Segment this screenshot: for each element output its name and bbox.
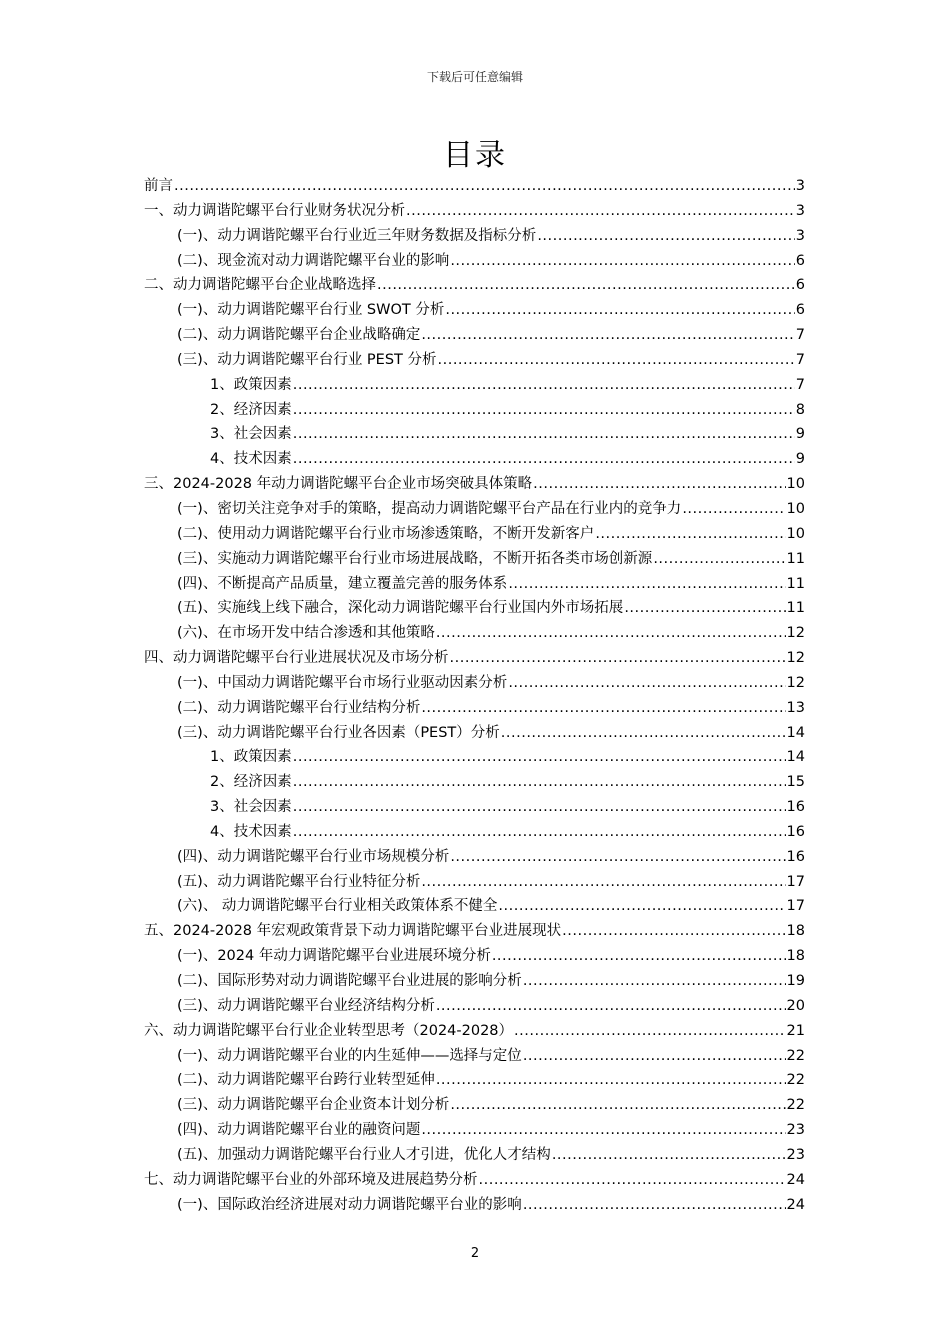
toc-entry-text: (一)、动力调谐陀螺平台业的内生延伸——选择与定位 [177, 1047, 522, 1064]
toc-leader-dots [492, 944, 786, 969]
toc-entry-text: 4、技术因素 [210, 451, 292, 468]
toc-entry-page: 6 [795, 252, 805, 269]
toc-entry-page: 16 [786, 848, 805, 865]
toc-entry-text: 3、社会因素 [210, 426, 292, 443]
toc-entry-text: 前言 [144, 178, 173, 194]
toc-entry[interactable] [144, 199, 805, 224]
toc-entry[interactable] [144, 348, 805, 373]
toc-leader-dots [406, 199, 795, 224]
toc-entry-text: (四)、动力调谐陀螺平台业的融资问题 [177, 1122, 421, 1139]
toc-entry-text: (三)、动力调谐陀螺平台业经济结构分析 [177, 997, 435, 1014]
toc-entry-page: 18 [786, 923, 805, 940]
toc-entry-page: 16 [786, 823, 805, 840]
toc-leader-dots [552, 1143, 786, 1168]
toc-entry[interactable] [144, 596, 805, 621]
toc-entry-text: (二)、动力调谐陀螺平台企业战略确定 [177, 327, 421, 344]
toc-entry-text: 七、动力调谐陀螺平台业的外部环境及进展趋势分析 [144, 1171, 478, 1188]
toc-leader-dots [421, 323, 794, 348]
toc-entry[interactable] [144, 795, 805, 820]
toc-entry-text: 二、动力调谐陀螺平台企业战略选择 [144, 277, 376, 294]
toc-leader-dots [293, 373, 795, 398]
toc-leader-dots [562, 919, 785, 944]
toc-entry[interactable] [144, 671, 805, 696]
toc-leader-dots [436, 994, 786, 1019]
toc-leader-dots [174, 174, 795, 199]
toc-leader-dots [523, 1044, 786, 1069]
toc-entry-page: 14 [786, 749, 805, 766]
toc-entry-page: 3 [795, 178, 805, 194]
toc-entry-page: 15 [786, 774, 805, 791]
toc-entry[interactable] [144, 1168, 805, 1193]
toc-entry[interactable] [144, 696, 805, 721]
table-of-contents [144, 174, 805, 1217]
toc-title: 目录 [443, 138, 507, 173]
toc-entry-text: (五)、动力调谐陀螺平台行业特征分析 [177, 873, 421, 890]
toc-entry-page: 22 [786, 1047, 805, 1064]
toc-entry-text: (二)、使用动力调谐陀螺平台行业市场渗透策略，不断开发新客户 [177, 525, 595, 542]
toc-entry-page: 10 [786, 525, 805, 542]
toc-entry-page: 11 [786, 550, 805, 567]
toc-entry[interactable] [144, 870, 805, 895]
toc-entry-page: 24 [786, 1196, 805, 1213]
toc-leader-dots [595, 522, 785, 547]
toc-entry-page: 8 [795, 401, 805, 418]
toc-entry[interactable] [144, 845, 805, 870]
toc-entry[interactable] [144, 1068, 805, 1093]
toc-leader-dots [537, 224, 794, 249]
toc-entry[interactable] [144, 944, 805, 969]
toc-entry-text: (五)、实施线上线下融合，深化动力调谐陀螺平台行业国内外市场拓展 [177, 600, 624, 617]
toc-entry-text: (三)、实施动力调谐陀螺平台行业市场进展战略，不断开拓各类市场创新源 [177, 550, 653, 567]
toc-entry-text: (二)、动力调谐陀螺平台跨行业转型延伸 [177, 1072, 435, 1089]
toc-entry[interactable] [144, 572, 805, 597]
toc-entry-page: 13 [786, 699, 805, 716]
toc-entry-text: 五、2024-2028 年宏观政策背景下动力调谐陀螺平台业进展现状 [144, 923, 562, 940]
toc-entry-page: 11 [786, 600, 805, 617]
toc-entry-page: 23 [786, 1122, 805, 1139]
toc-entry[interactable] [144, 1118, 805, 1143]
toc-entry-text: 1、政策因素 [210, 376, 292, 393]
toc-leader-dots [450, 646, 786, 671]
toc-entry-text: 六、动力调谐陀螺平台行业企业转型思考（2024-2028） [144, 1022, 514, 1039]
toc-entry-page: 12 [786, 650, 805, 667]
toc-entry-page: 20 [786, 997, 805, 1014]
toc-entry-text: (四)、动力调谐陀螺平台行业市场规模分析 [177, 848, 450, 865]
toc-leader-dots [436, 1068, 786, 1093]
toc-entry-text: (一)、动力调谐陀螺平台行业 SWOT 分析 [177, 302, 445, 319]
toc-entry[interactable] [144, 472, 805, 497]
toc-entry-page: 18 [786, 948, 805, 965]
toc-entry-page: 21 [786, 1022, 805, 1039]
toc-leader-dots [682, 497, 785, 522]
toc-entry-text: (二)、现金流对动力调谐陀螺平台业的影响 [177, 252, 450, 269]
toc-entry-page: 10 [786, 500, 805, 517]
toc-entry-page: 17 [786, 898, 805, 915]
toc-leader-dots [445, 298, 794, 323]
toc-entry-text: (三)、动力调谐陀螺平台行业 PEST 分析 [177, 351, 437, 368]
toc-entry-page: 22 [786, 1097, 805, 1114]
toc-leader-dots [450, 249, 794, 274]
toc-leader-dots [293, 745, 786, 770]
toc-leader-dots [293, 447, 795, 472]
toc-entry[interactable] [144, 969, 805, 994]
toc-entry-page: 9 [795, 451, 805, 468]
toc-entry-text: (三)、动力调谐陀螺平台企业资本计划分析 [177, 1097, 450, 1114]
toc-entry[interactable] [144, 745, 805, 770]
toc-entry[interactable] [144, 646, 805, 671]
toc-entry-text: (一)、中国动力调谐陀螺平台市场行业驱动因素分析 [177, 674, 508, 691]
toc-entry[interactable] [144, 323, 805, 348]
toc-entry[interactable] [144, 522, 805, 547]
toc-leader-dots [533, 472, 785, 497]
toc-entry-page: 7 [795, 327, 805, 344]
toc-entry-text: 3、社会因素 [210, 799, 292, 816]
toc-entry-text: 1、政策因素 [210, 749, 292, 766]
toc-leader-dots [498, 894, 785, 919]
toc-entry-text: 4、技术因素 [210, 823, 292, 840]
toc-leader-dots [421, 870, 785, 895]
toc-entry-page: 24 [786, 1171, 805, 1188]
toc-entry-text: (六)、 动力调谐陀螺平台行业相关政策体系不健全 [177, 898, 498, 915]
toc-entry[interactable] [144, 447, 805, 472]
toc-entry-text: (一)、2024 年动力调谐陀螺平台业进展环境分析 [177, 948, 491, 965]
toc-entry-text: (一)、动力调谐陀螺平台行业近三年财务数据及指标分析 [177, 227, 537, 244]
toc-leader-dots [508, 671, 785, 696]
toc-entry[interactable] [144, 224, 805, 249]
toc-leader-dots [653, 547, 785, 572]
toc-leader-dots [624, 596, 785, 621]
toc-entry-page: 3 [795, 202, 805, 219]
toc-leader-dots [421, 696, 785, 721]
toc-entry-page: 10 [786, 476, 805, 493]
toc-entry-text: (二)、动力调谐陀螺平台行业结构分析 [177, 699, 421, 716]
toc-entry-page: 6 [795, 302, 805, 319]
toc-entry[interactable] [144, 1143, 805, 1168]
toc-entry-text: (二)、国际形势对动力调谐陀螺平台业进展的影响分析 [177, 973, 522, 989]
toc-leader-dots [293, 795, 786, 820]
toc-entry-page: 11 [786, 575, 805, 592]
toc-leader-dots [293, 422, 795, 447]
toc-entry[interactable] [144, 721, 805, 746]
toc-entry[interactable] [144, 1019, 805, 1044]
toc-entry-text: (六)、在市场开发中结合渗透和其他策略 [177, 625, 435, 642]
toc-entry[interactable] [144, 398, 805, 423]
toc-entry-page: 22 [786, 1072, 805, 1089]
toc-entry-page: 17 [786, 873, 805, 890]
toc-entry-text: (五)、加强动力调谐陀螺平台行业人才引进，优化人才结构 [177, 1146, 551, 1163]
toc-entry-page: 6 [795, 277, 805, 294]
toc-entry-page: 16 [786, 799, 805, 816]
toc-entry[interactable] [144, 373, 805, 398]
toc-entry[interactable] [144, 497, 805, 522]
toc-entry-page: 19 [786, 973, 805, 989]
toc-leader-dots [523, 1193, 786, 1218]
toc-leader-dots [450, 845, 785, 870]
toc-entry[interactable] [144, 770, 805, 795]
toc-entry-text: 三、2024-2028 年动力调谐陀螺平台企业市场突破具体策略 [144, 476, 533, 493]
toc-entry-page: 12 [786, 625, 805, 642]
toc-entry-text: (一)、密切关注竞争对手的策略，提高动力调谐陀螺平台产品在行业内的竞争力 [177, 500, 682, 517]
toc-entry-page: 3 [795, 227, 805, 244]
toc-leader-dots [523, 969, 786, 994]
toc-leader-dots [436, 621, 786, 646]
toc-entry[interactable] [144, 621, 805, 646]
toc-entry-page: 14 [786, 724, 805, 741]
toc-entry[interactable] [144, 994, 805, 1019]
toc-leader-dots [293, 398, 795, 423]
toc-entry-page: 9 [795, 426, 805, 443]
toc-entry-text: 四、动力调谐陀螺平台行业进展状况及市场分析 [144, 650, 449, 667]
toc-entry-text: (四)、不断提高产品质量，建立覆盖完善的服务体系 [177, 575, 508, 592]
toc-entry-text: (一)、国际政治经济进展对动力调谐陀螺平台业的影响 [177, 1196, 522, 1213]
toc-leader-dots [514, 1019, 786, 1044]
toc-entry[interactable] [144, 298, 805, 323]
toc-entry-text: 一、动力调谐陀螺平台行业财务状况分析 [144, 202, 405, 219]
toc-entry[interactable] [144, 174, 805, 199]
header-note: 下载后可任意编辑 [426, 70, 523, 84]
toc-entry-text: 2、经济因素 [210, 774, 292, 791]
toc-entry-text: (三)、动力调谐陀螺平台行业各因素（PEST）分析 [177, 724, 500, 741]
toc-leader-dots [438, 348, 795, 373]
page-number: 2 [470, 1246, 480, 1261]
toc-entry-page: 7 [795, 376, 805, 393]
toc-entry[interactable] [144, 919, 805, 944]
toc-entry[interactable] [144, 1193, 805, 1218]
toc-entry-page: 12 [786, 674, 805, 691]
toc-entry[interactable] [144, 820, 805, 845]
toc-leader-dots [377, 273, 795, 298]
toc-entry[interactable] [144, 1093, 805, 1118]
toc-entry[interactable] [144, 547, 805, 572]
toc-entry[interactable] [144, 422, 805, 447]
toc-leader-dots [293, 770, 786, 795]
toc-entry-page: 7 [795, 351, 805, 368]
toc-entry[interactable] [144, 273, 805, 298]
toc-entry-text: 2、经济因素 [210, 401, 292, 418]
toc-entry[interactable] [144, 894, 805, 919]
toc-leader-dots [479, 1168, 786, 1193]
toc-leader-dots [421, 1118, 785, 1143]
toc-leader-dots [501, 721, 786, 746]
toc-entry[interactable] [144, 249, 805, 274]
toc-entry-page: 23 [786, 1146, 805, 1163]
toc-leader-dots [508, 572, 785, 597]
toc-entry[interactable] [144, 1044, 805, 1069]
toc-leader-dots [293, 820, 786, 845]
toc-leader-dots [450, 1093, 785, 1118]
